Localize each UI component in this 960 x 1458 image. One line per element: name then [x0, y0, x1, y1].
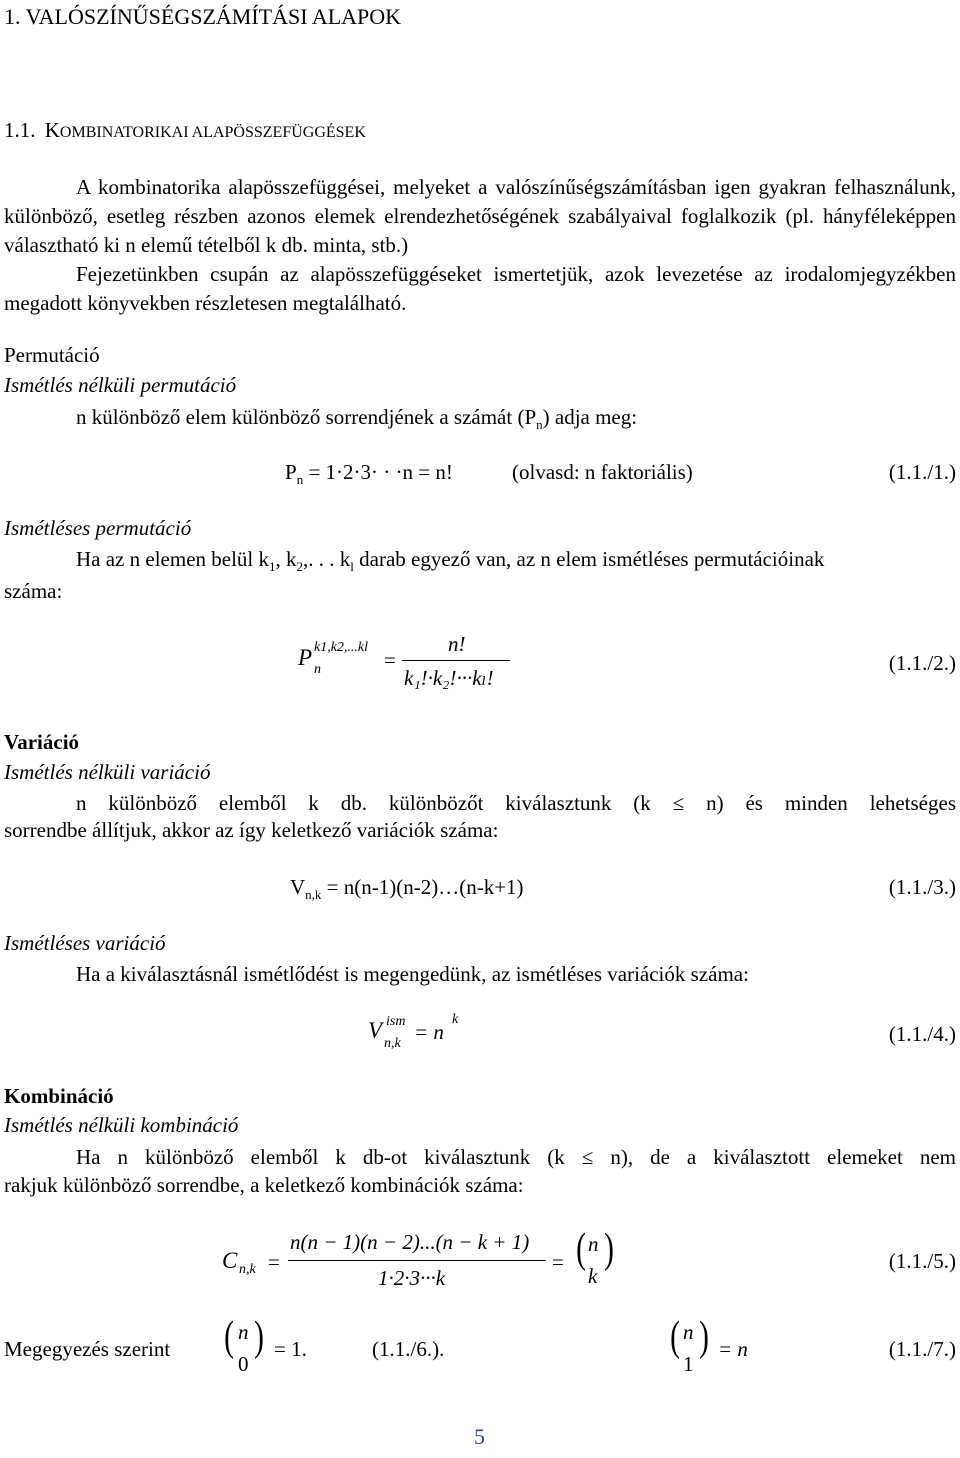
eq5-binom-top: n — [588, 1232, 599, 1256]
eq5-equals-1: = — [268, 1250, 280, 1274]
eq2-subscript: n — [314, 662, 321, 677]
ip-sub-1: 1 — [269, 559, 276, 575]
equation-7-number: (1.1./7.) — [888, 1337, 956, 1361]
section-number: 1.1. — [4, 118, 36, 142]
ip-text-a: Ha az n elemen belül k — [76, 547, 269, 571]
eq6-binom-top: n — [238, 1320, 249, 1344]
eq2-superscript: k1,k2,...kl — [314, 640, 369, 655]
permutacio-text-a: n különböző elem különböző sorrendjének a számát (P — [76, 405, 537, 429]
ismetleses-permutacio-text-line2: száma: — [4, 579, 63, 603]
ip-text-c: ,. . . k — [303, 547, 351, 571]
eq5-equals-2: = — [552, 1250, 564, 1274]
eq5-numerator: n(n − 1)(n − 2)...(n − k + 1) — [290, 1230, 530, 1254]
equation-5-number: (1.1./5.) — [888, 1249, 956, 1273]
equation-1 — [285, 460, 453, 488]
ismetleses-permutacio-text — [76, 547, 956, 575]
ip-text-d: darab egyező van, az n elem ismétléses permutációinak — [353, 547, 825, 571]
eq4-subscript: n,k — [384, 1036, 401, 1051]
permutacio-text — [76, 405, 637, 433]
equation-4-number: (1.1./4.) — [888, 1022, 956, 1046]
eq7-binom-bottom: 1 — [683, 1352, 694, 1376]
eq4-body: = n — [414, 1020, 444, 1044]
eq7-left-paren: ( — [670, 1314, 680, 1360]
eq1-sub: n — [296, 472, 304, 488]
equation-6-number: (1.1./6.). — [372, 1337, 445, 1361]
chapter-title: 1. VALÓSZÍNŰSÉGSZÁMÍTÁSI ALAPOK — [4, 4, 402, 29]
subheading-ismetles-nelkuli-permutacio: Ismétlés nélküli permutáció — [4, 373, 237, 397]
subheading-ismetles-nelkuli-kombinacio: Ismétlés nélküli kombináció — [4, 1113, 239, 1137]
heading-variacio: Variáció — [4, 730, 80, 754]
subheading-ismetles-nelkuli-variacio: Ismétlés nélküli variáció — [4, 760, 211, 784]
variacio-text-line1: n különböző elemből k db. különbözőt kiválasztunk (k ≤ n) és minden lehetséges — [76, 791, 956, 815]
section-title — [4, 118, 366, 143]
page-number: 5 — [474, 1424, 485, 1449]
eq2-fraction-line — [402, 660, 510, 661]
eq5-C: C — [222, 1248, 238, 1273]
heading-kombinacio: Kombináció — [4, 1084, 114, 1108]
eq2-P: P — [298, 645, 313, 670]
ip-sub-3: l — [350, 559, 354, 575]
eq1-P: P — [285, 460, 297, 484]
permutacio-text-sub: n — [536, 417, 543, 433]
kombinacio-text-line1: Ha n különböző elemből k db-ot kiválasztunk (k ≤ n), de a kiválasztott elemeket nem — [76, 1145, 956, 1169]
section-title-initial: K — [44, 118, 60, 142]
eq5-binom-bottom: k — [588, 1264, 598, 1288]
intro-paragraph-1: A kombinatorika alapösszefüggései, melyeket a valószínűségszámításban igen gyakran felhasználunk, különböző, esetleg részben azonos elemek elrendezhetőségének szabályaival foglalkozik (pl. hányféleképpen választható ki n elemű tételből k db. minta, stb.) — [4, 175, 956, 257]
eq5-subscript: n,k — [239, 1262, 256, 1277]
equation-3-number: (1.1./3.) — [888, 875, 956, 899]
eq6-rhs: = 1. — [274, 1337, 307, 1361]
equation-3 — [290, 875, 524, 903]
eq5-denominator: 1·2·3···k — [378, 1266, 446, 1290]
eq5-fraction-line — [288, 1260, 546, 1261]
section-title-rest: OMBINATORIKAI ALAPÖSSZEFÜGGÉSEK — [59, 124, 366, 141]
eq1-body: = 1·2·3· · ·n = n! — [303, 460, 453, 484]
eq3-V: V — [290, 875, 306, 899]
kombinacio-text-line2: rakjuk különböző sorrendbe, a keletkező kombinációk száma: — [4, 1173, 524, 1197]
ip-text-b: , k — [275, 547, 297, 571]
eq4-superscript: ism — [386, 1014, 406, 1029]
eq7-rhs: = n — [718, 1337, 748, 1361]
heading-permutacio: Permutáció — [4, 343, 100, 367]
eq3-sub: n,k — [305, 887, 322, 903]
variacio-text-line2: sorrendbe állítjuk, akkor az így keletkező variációk száma: — [4, 818, 499, 842]
intro-paragraph-2: Fejezetünkben csupán az alapösszefüggéseket ismertetjük, azok levezetése az irodalomjegyzékben megadott könyvekben részletesen megtalálható. — [4, 262, 956, 315]
equation-1-note: (olvasd: n faktoriális) — [512, 460, 693, 484]
eq4-V: V — [368, 1018, 383, 1043]
eq6-right-paren: ) — [254, 1314, 264, 1360]
permutacio-text-b: ) adja meg: — [542, 405, 638, 429]
eq2-equals: = — [384, 648, 396, 672]
eq7-binom-top: n — [683, 1320, 694, 1344]
eq3-body: = n(n-1)(n-2)…(n-k+1) — [321, 875, 524, 899]
convention-label: Megegyezés szerint — [4, 1337, 171, 1361]
ip-sub-2: 2 — [296, 559, 303, 575]
ismetleses-variacio-text: Ha a kiválasztásnál ismétlődést is megengedünk, az ismétléses variációk száma: — [76, 962, 749, 986]
eq7-right-paren: ) — [699, 1314, 709, 1360]
equation-2-number: (1.1./2.) — [888, 651, 956, 675]
eq2-numerator: n! — [448, 632, 466, 656]
eq5-right-paren: ) — [604, 1226, 614, 1272]
subheading-ismetleses-variacio: Ismétléses variáció — [4, 931, 166, 955]
eq4-exponent: k — [452, 1012, 459, 1027]
eq6-binom-bottom: 0 — [238, 1352, 249, 1376]
subheading-ismetleses-permutacio: Ismétléses permutáció — [4, 516, 192, 540]
equation-1-number: (1.1./1.) — [888, 460, 956, 484]
eq2-denominator: k₁!·k₂!···kₗ! — [404, 666, 494, 690]
eq6-left-paren: ( — [224, 1314, 234, 1360]
eq5-left-paren: ( — [576, 1226, 586, 1272]
